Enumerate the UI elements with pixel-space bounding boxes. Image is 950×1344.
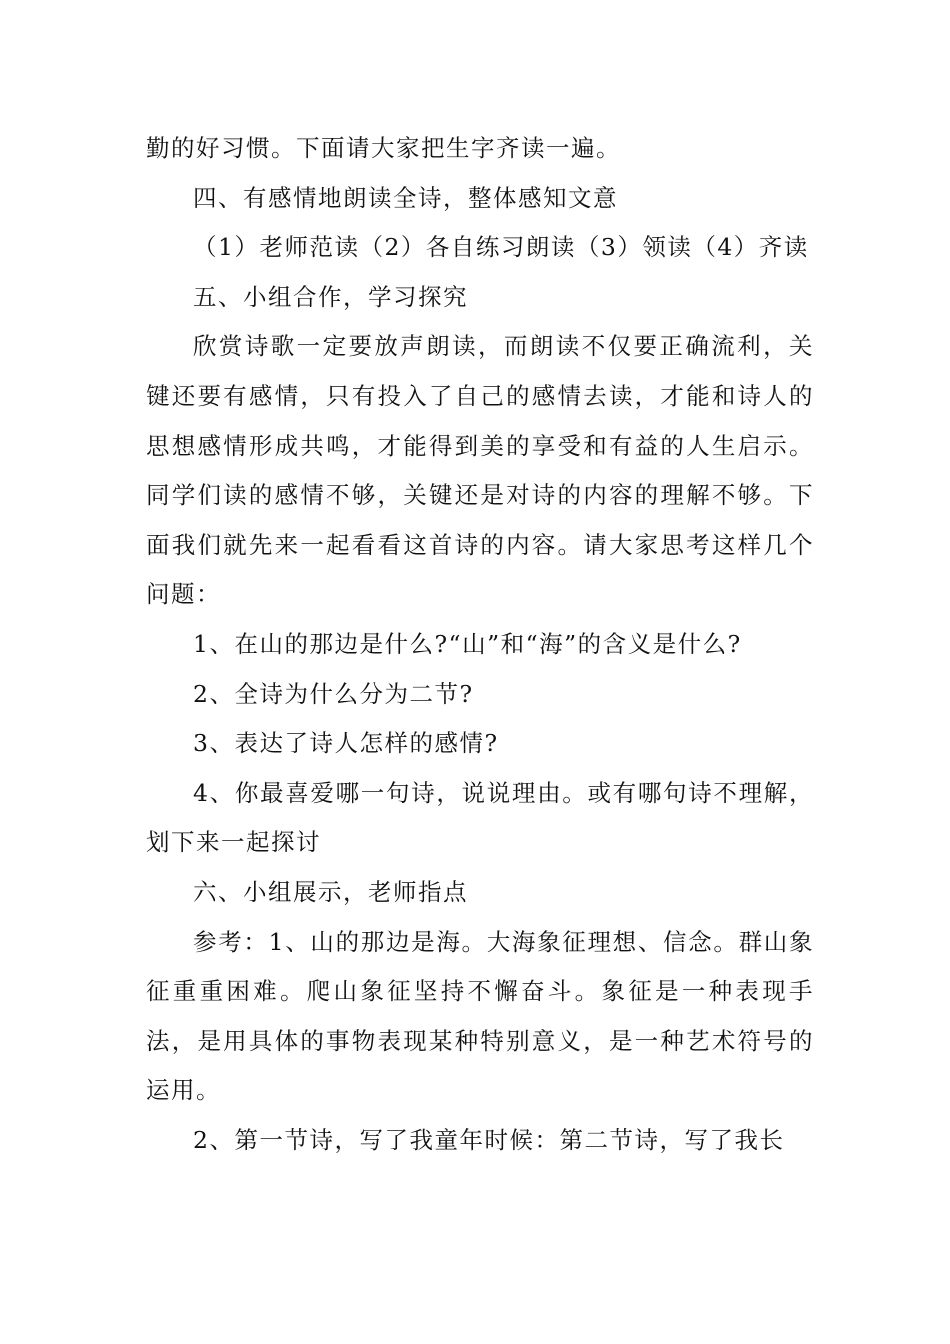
paragraph-3: （1）老师范读（2）各自练习朗读（3）领读（4）齐读 <box>193 233 809 262</box>
paragraph-5: 欣赏诗歌一定要放声朗读，而朗读不仅要正确流利，关键还要有感情，只有投入了自己的感情去读，才能和诗人的思想感情形成共鸣，才能得到美的享受和有益的人生启示。同学们读的感情不够，关键还是对诗的内容的理解不够。下面我们就先来一起看看这首诗的内容。请大家思考这样几个问题： <box>146 332 814 609</box>
paragraph-2: 四、有感情地朗读全诗，整体感知文意 <box>193 183 618 212</box>
paragraph-12: 2、第一节诗，写了我童年时候：第二节诗，写了我长 <box>193 1125 785 1154</box>
paragraph-4: 五、小组合作，学习探究 <box>193 282 468 311</box>
document-body <box>146 124 814 1165</box>
paragraph-10: 六、小组展示，老师指点 <box>193 877 468 906</box>
paragraph-9: 4、你最喜爱哪一句诗，说说理由。或有哪句诗不理解，划下来一起探讨 <box>146 778 814 857</box>
paragraph-8: 3、表达了诗人怎样的感情? <box>193 729 499 758</box>
paragraph-6: 1、在山的那边是什么?“山”和“海”的含义是什么? <box>193 629 742 658</box>
paragraph-7: 2、全诗为什么分为二节? <box>193 679 474 708</box>
paragraph-11: 参考：1、山的那边是海。大海象征理想、信念。群山象征重重困难。爬山象征坚持不懈奋斗。象征是一种表现手法，是用具体的事物表现某种特别意义，是一种艺术符号的运用。 <box>146 927 814 1105</box>
paragraph-1: 勤的好习惯。下面请大家把生字齐读一遍。 <box>146 134 621 162</box>
